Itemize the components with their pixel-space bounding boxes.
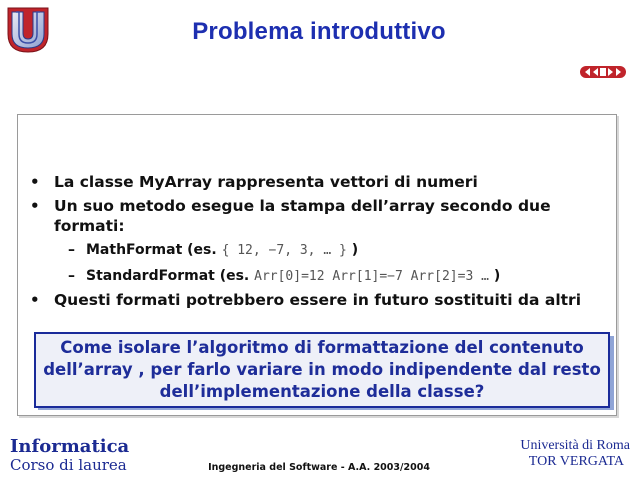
code-example: { 12, −7, 3, … } xyxy=(221,243,347,258)
sub-bullet-item xyxy=(68,266,500,287)
sub-bullet-item xyxy=(68,240,358,261)
navigation-arrows-icon[interactable] xyxy=(580,66,626,78)
sub-bullet-close: ) xyxy=(351,242,359,258)
question-text: Come isolare l’algoritmo di formattazione del contenuto dell’array , per farlo variare in modo indipendente dal resto dell’implementazione della classe? xyxy=(43,338,601,401)
sub-bullet-close: ) xyxy=(493,268,501,284)
footer-course-info: Ingegneria del Software - A.A. 2003/2004 xyxy=(208,462,430,473)
bullet-marker: • xyxy=(30,291,40,309)
bullet-text: Questi formati potrebbero essere in futuro sostituiti da altri xyxy=(54,291,582,309)
slide-title: Problema introduttivo xyxy=(192,18,446,45)
footer-course-title: Informatica xyxy=(10,436,130,457)
code-example: Arr[0]=12 Arr[1]=−7 Arr[2]=3 … xyxy=(254,269,489,284)
sub-bullet-label: StandardFormat (es. xyxy=(86,268,250,284)
bullet-marker: • xyxy=(30,173,40,191)
bullet-text: Un suo metodo esegue la stampa dell’array secondo due formati: xyxy=(54,197,551,235)
footer-course-subtitle: Corso di laurea xyxy=(10,456,127,474)
bullet-text: La classe MyArray rappresenta vettori di numeri xyxy=(54,173,478,191)
footer-university-name: Università di Roma xyxy=(520,438,630,453)
sub-bullet-marker: – xyxy=(68,242,75,258)
bullet-marker: • xyxy=(30,197,40,215)
sub-bullet-marker: – xyxy=(68,268,75,284)
footer-university-campus: TOR VERGATA xyxy=(528,454,624,469)
sub-bullet-label: MathFormat (es. xyxy=(86,242,217,258)
